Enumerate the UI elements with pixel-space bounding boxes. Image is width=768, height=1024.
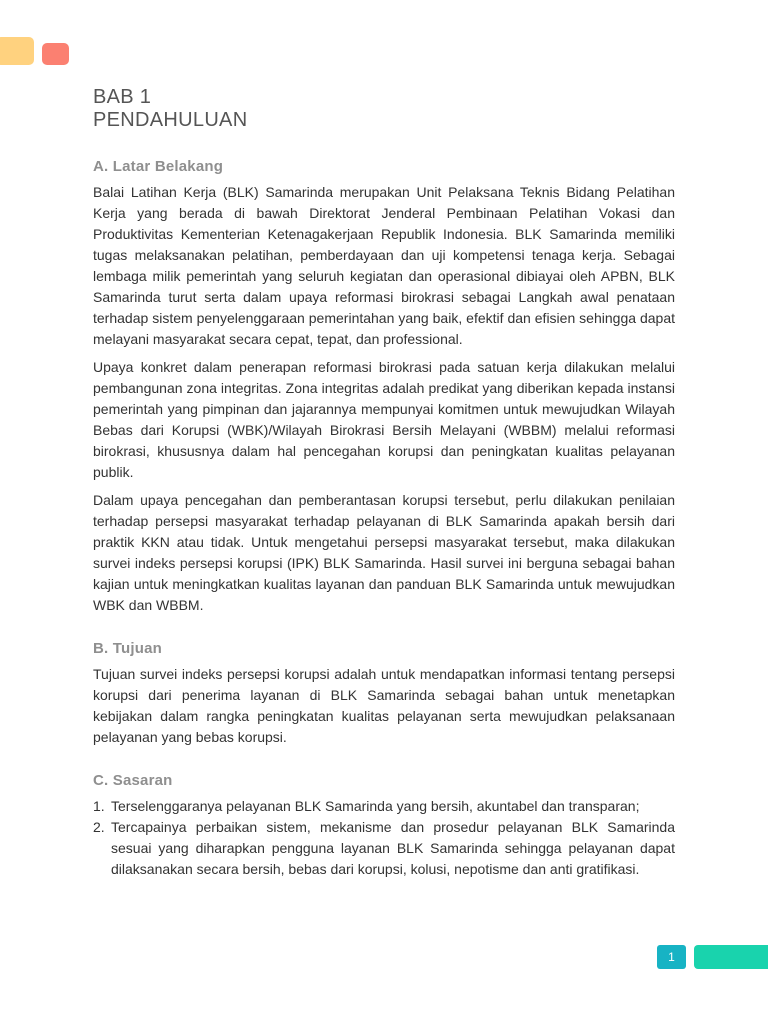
decor-green-block: [694, 945, 768, 969]
list-item: [93, 817, 675, 880]
list-item-number: 2.: [93, 819, 105, 835]
page-content: [93, 86, 675, 880]
chapter-title: PENDAHULUAN: [93, 109, 248, 131]
list-item-text: Terselenggaranya pelayanan BLK Samarinda yang bersih, akuntabel dan transparan;: [111, 798, 640, 814]
decor-yellow-block: [0, 37, 34, 65]
page-number: 1: [657, 945, 686, 969]
sasaran-list: [93, 796, 675, 880]
list-item-text: Tercapainya perbaikan sistem, mekanisme dan prosedur pelayanan BLK Samarinda sesuai yang diharapkan pengguna layanan BLK Samarinda sehingga pelayanan dapat dilaksanakan secara bersih, bebas dari korupsi, kolusi, nepotisme dan anti gratifikasi.: [111, 819, 675, 877]
list-item-number: 1.: [93, 798, 105, 814]
section-a-paragraph-2: Upaya konkret dalam penerapan reformasi birokrasi pada satuan kerja dilakukan melalui pembangunan zona integritas. Zona integritas adalah predikat yang diberikan kepada instansi pemerintah yang pimpinan dan jajarannya mempunyai komitmen untuk mewujudkan Wilayah Bebas dari Korupsi (WBK)/Wilayah Birokrasi Bersih Melayani (WBBM) melalui reformasi birokrasi, khususnya dalam hal pencegahan korupsi dan peningkatan kualitas pelayanan publik.: [93, 359, 675, 480]
section-b-paragraph-1: Tujuan survei indeks persepsi korupsi adalah untuk mendapatkan informasi tentang persepsi korupsi dari penerima layanan di BLK Samarinda sebagai bahan untuk menetapkan kebijakan dalam rangka peningkatan kualitas pelayanan serta mewujudkan pelaksanaan pelayanan yang bebas korupsi.: [93, 666, 675, 745]
section-a-heading: A. Latar Belakang: [93, 158, 224, 175]
section-b-heading: B. Tujuan: [93, 640, 163, 657]
section-a-paragraph-3: Dalam upaya pencegahan dan pemberantasan korupsi tersebut, perlu dilakukan penilaian terhadap persepsi masyarakat terhadap pelayanan di BLK Samarinda apakah bersih dari praktik KKN atau tidak. Untuk mengetahui persepsi masyarakat tersebut, maka dilakukan survei indeks persepsi korupsi (IPK) BLK Samarinda. Hasil survei ini berguna sebagai bahan kajian untuk meningkatkan kualitas layanan dan panduan BLK Samarinda untuk mewujudkan WBK dan WBBM.: [93, 492, 675, 613]
list-item: [93, 796, 675, 817]
decor-red-block: [42, 43, 69, 65]
section-a-paragraph-1: Balai Latihan Kerja (BLK) Samarinda merupakan Unit Pelaksana Teknis Bidang Pelatihan Kerja yang berada di bawah Direktorat Jenderal Pembinaan Pelatihan Vokasi dan Produktivitas Kementerian Ketenagakerjaan Republik Indonesia. BLK Samarinda memiliki tugas melaksanakan pelatihan, pemberdayaan dan uji kompetensi tenaga kerja. Sebagai lembaga milik pemerintah yang seluruh kegiatan dan operasional dibiayai oleh APBN, BLK Samarinda turut serta dalam upaya reformasi birokrasi sebagai Langkah awal penataan terhadap sistem penyelenggaraan pemerintahan yang baik, efektif dan efisien sehingga dapat melayani masyarakat secara cepat, tepat, dan professional.: [93, 184, 675, 347]
section-c-heading: C. Sasaran: [93, 772, 173, 789]
chapter-number: BAB 1: [93, 86, 152, 108]
